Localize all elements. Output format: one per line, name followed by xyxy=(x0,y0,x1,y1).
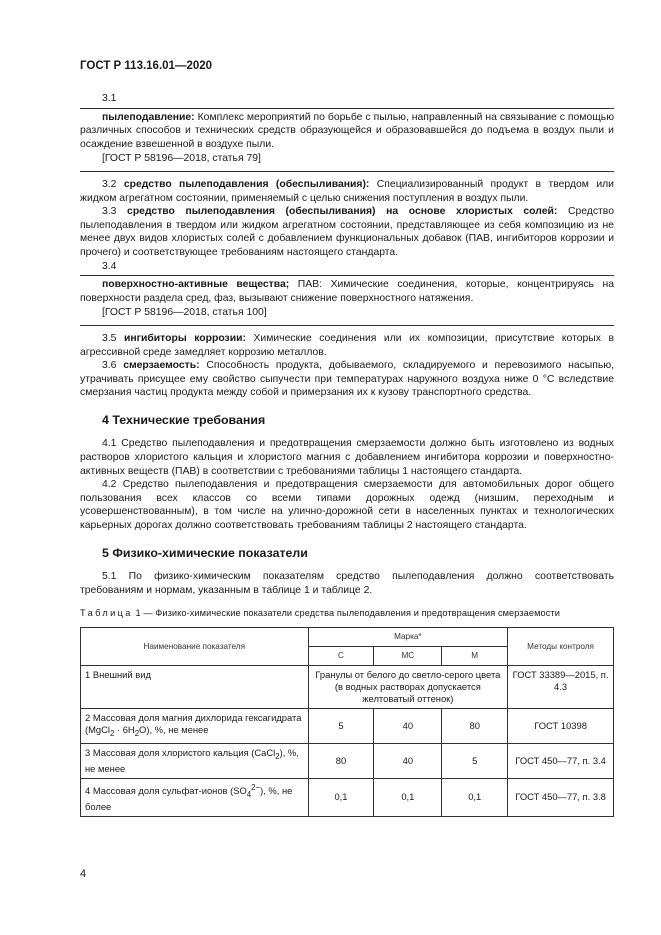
definition-3-2: 3.2 средство пылеподавления (обеспыливания): Специализированный продукт в твердом или жидком агрегатном состоянии, применяемый с целью снижения поступления в воздух пыли. xyxy=(80,178,614,204)
table-caption xyxy=(80,607,614,621)
cell-mc: 40 xyxy=(374,743,442,778)
header-methods: Методы контроля xyxy=(508,628,614,666)
definition-3-6: 3.6 смерзаемость: Способность продукта, добываемого, складируемого и перевозимого насыпью, утрачивать присущее ему свойство сыпучести при температурах наружного воздуха ниже 0 °С вследствие смерзания частиц продукта между собой и примерзания их к кузову транспортного средства. xyxy=(80,360,614,399)
cell-name: 2 Массовая доля магния дихлорида гексагидрата (MgCl$_2$ · $6H_2O$), %, не менее xyxy=(81,709,309,744)
document-header: ГОСТ Р 113.16.01—2020 xyxy=(80,60,213,72)
header-name: Наименование показателя xyxy=(81,628,309,666)
definition-number: 3.1 xyxy=(102,93,117,104)
table-header-row xyxy=(81,628,614,647)
cell-c: 5 xyxy=(308,709,374,744)
definition-text xyxy=(80,111,614,152)
definition-term: ингибиторы коррозии: xyxy=(123,332,246,344)
cell-c: 80 xyxy=(308,743,374,778)
definition-source: [ГОСТ Р 58196—2018, статья 100] xyxy=(102,307,267,319)
section-5-heading: 5 Физико-химические показатели xyxy=(102,545,308,560)
definition-3-5: 3.5 ингибиторы коррозии: Химические соединения или их композиции, присутствие которых в агрессивной среде замедляет коррозию металлов. xyxy=(80,332,614,358)
cell-method: ГОСТ 33389—2015, п. 4.3 xyxy=(508,666,614,709)
paragraph-5-1: 5.1 По физико-химическим показателям средство пылеподавления должно соответствовать требованиям и нормам, указанным в таблице 1 и таблице 2. xyxy=(80,571,614,596)
cell-m: 5 xyxy=(442,743,508,778)
definition-body: Средство пылеподавления в твердом или жидком агрегатном состоянии, представляющее из себя композицию из не менее двух видов хлористых солей с добавлением функциональных добавок (ПАВ, ингибиторов коррозии и прочего) и соответствующее требованиям настоящего стандарта. xyxy=(80,206,614,258)
table-caption-text: 1 — Физико-химические показатели средства пылеподавления и предотвращения смерзаемости xyxy=(135,608,560,619)
paragraph-4-2: 4.2 Средство пылеподавления и предотвращения смерзаемости для автомобильных дорог общего пользования всех классов со всеми типами дорожных одежд (низшим, переходным и усовершенствованным), в том числе на улично-дорожной сети в населенных пунктах и технологических карьерных дорогах должно соответствовать требованиям таблицы 2 настоящего стандарта. xyxy=(80,479,614,532)
definition-source: [ГОСТ Р 58196—2018, статья 79] xyxy=(102,153,261,165)
cell-m: 80 xyxy=(442,709,508,744)
header-mark-c: С xyxy=(308,647,374,666)
definition-term: средство пылеподавления (обеспыливания): xyxy=(123,178,370,190)
cell-c: 0,1 xyxy=(308,778,374,816)
cell-m: 0,1 xyxy=(442,778,508,816)
page-content xyxy=(80,92,614,817)
table-row xyxy=(81,743,614,778)
section-4-heading: 4 Технические требования xyxy=(102,412,266,427)
definition-3-3: 3.3 средство пылеподавления (обеспыливания) на основе хлористых солей: Средство пылеподавления в твердом или жидком агрегатном состоянии, представляющее из себя композицию из не менее двух видов хлористых солей с добавлением функциональных добавок (ПАВ, ингибиторов коррозии и прочего) и соответствующее требованиям настоящего стандарта. xyxy=(80,206,614,258)
cell-method: ГОСТ 450—77, п. 3.8 xyxy=(508,778,614,816)
cell-mc: 40 xyxy=(374,709,442,744)
cell-name: 4 Массовая доля сульфат-ионов $(SO_4^{2-})$, %, не более xyxy=(81,778,309,816)
cell-method: ГОСТ 10398 xyxy=(508,709,614,744)
table-row xyxy=(81,709,614,744)
page-number: 4 xyxy=(80,868,87,880)
cell-merged-value: Гранулы от белого до светло-серого цвета (в водных растворах допускается желтоватый оттенок) xyxy=(308,666,508,709)
definition-text xyxy=(80,278,614,305)
table-row xyxy=(81,666,614,709)
definition-box-3-4 xyxy=(80,275,614,326)
header-mark-mc: МС xyxy=(374,647,442,666)
definition-body: Способность продукта, добываемого, складируемого и перевозимого насыпью, утрачивать присущее ему свойство сыпучести при температурах наружного воздуха ниже 0 °С вследствие смерзания частиц продукта между собой и примерзания их к кузову транспортного средства. xyxy=(80,360,614,399)
definition-term: поверхностно-активные вещества; xyxy=(102,279,290,291)
header-mark-m: М xyxy=(442,647,508,666)
table-caption-label: Таблица xyxy=(80,608,133,619)
definition-body: Специализированный продукт в твердом или жидком агрегатном состоянии, применяемый с целью снижения поступления в воздух пыли. xyxy=(80,178,614,204)
definition-term: смерзаемость: xyxy=(123,360,200,372)
paragraph-4-1: 4.1 Средство пылеподавления и предотвращения смерзаемости должно быть изготовлено из водных растворов хлористого кальция и хлористого магния с добавлением ингибитора коррозии и поверхностно-активных веществ (ПАВ) в соответствии с требованиями таблицы 1 настоящего стандарта. xyxy=(80,438,614,477)
definition-body: ПАВ: Химические соединения, которые, концентрируясь на поверхности раздела сред, фаз, вызывают снижение поверхностного натяжения. xyxy=(80,279,615,304)
definition-number: 3.4 xyxy=(102,260,117,272)
header-mark: Марка* xyxy=(308,628,508,647)
cell-method: ГОСТ 450—77, п. 3.4 xyxy=(508,743,614,778)
cell-name: 1 Внешний вид xyxy=(81,666,309,709)
table-1 xyxy=(80,627,614,817)
cell-mc: 0,1 xyxy=(374,778,442,816)
definition-body: Комплекс мероприятий по борьбе с пылью, направленный на связывание с помощью различных способов и технических средств образующейся и образовавшейся до подъема в воздух пыли и осаждение взвешенной в воздухе пыли. xyxy=(80,111,614,150)
definition-term: пылеподавление: xyxy=(102,111,195,123)
definition-term: средство пылеподавления (обеспыливания) на основе хлористых солей: xyxy=(127,206,558,218)
table-row xyxy=(81,778,614,816)
cell-name: 3 Массовая доля хлористого кальция (CaCl$_2$), %, не менее xyxy=(81,743,309,778)
definition-box-3-1 xyxy=(80,108,614,172)
definition-body: Химические соединения или их композиции, присутствие которых в агрессивной среде замедляет коррозию металлов. xyxy=(80,332,614,358)
